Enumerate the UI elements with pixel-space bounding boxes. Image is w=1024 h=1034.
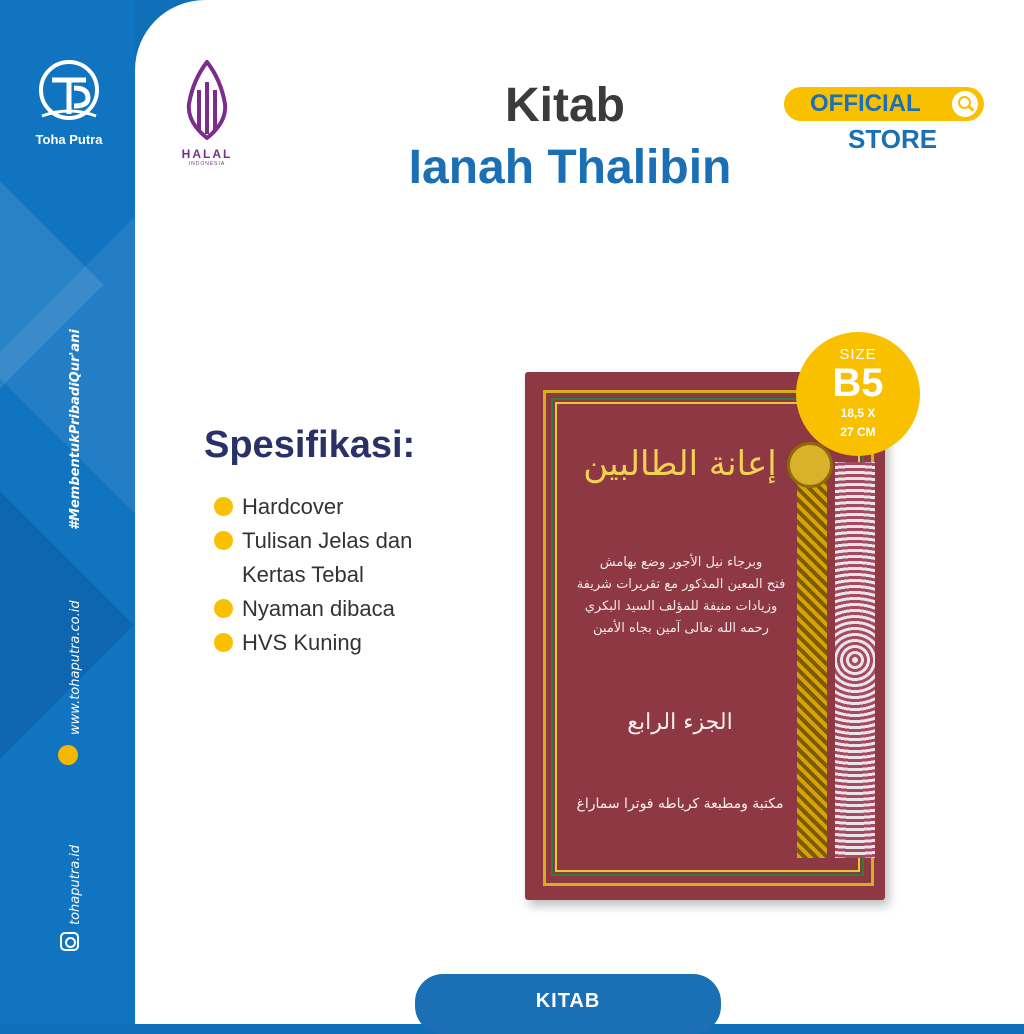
halal-sublabel: INDONESIA: [188, 161, 226, 167]
halal-logo: [172, 60, 242, 167]
tp-logo-icon: [34, 58, 104, 128]
list-item: [214, 524, 412, 592]
size-label: SIZE: [839, 346, 877, 363]
halal-label: HALAL: [181, 147, 233, 161]
halal-logo-icon: [179, 60, 235, 140]
hashtag-text: #MembentukPribadiQur'ani: [68, 329, 83, 530]
book-volume-arabic: الجزء الرابع: [627, 710, 733, 735]
website-link[interactable]: www.tohaputra.co.id: [68, 600, 83, 735]
book-cover-image: [525, 372, 885, 900]
bullet-icon: [214, 599, 233, 618]
size-dimension: 27 CM: [840, 425, 876, 439]
spec-list: [214, 490, 412, 660]
search-icon: [952, 91, 978, 117]
sidebar: [0, 0, 135, 1024]
spec-text: Kertas Tebal: [242, 562, 364, 587]
globe-icon: [58, 745, 78, 765]
arabic-line: فتح المعين المذكور مع تقريرات شريفة: [576, 577, 786, 592]
decor-diamond: [0, 477, 133, 774]
page-title-line2: Ianah Thalibin: [408, 141, 732, 194]
page-title-line1: Kitab: [505, 79, 625, 132]
store-label: STORE: [848, 124, 938, 154]
official-store-badge: [784, 87, 984, 121]
bullet-icon: [214, 497, 233, 516]
spec-text: Tulisan Jelas dan: [242, 528, 413, 553]
size-dimension: 18,5 X: [840, 406, 876, 420]
size-badge: [796, 332, 920, 456]
cover-ornament: [797, 458, 827, 858]
spec-text: Nyaman dibaca: [242, 596, 395, 621]
brand-logo: [24, 58, 114, 147]
cover-pattern: [835, 462, 875, 858]
book-publisher-arabic: مكتبة ومطبعة كرياطه فوترا سماراغ: [576, 796, 784, 812]
category-button[interactable]: [415, 974, 721, 1034]
size-value: B5: [832, 361, 884, 405]
list-item: [214, 490, 412, 524]
brand-name: Toha Putra: [35, 132, 103, 147]
list-item: [214, 626, 412, 660]
bullet-icon: [214, 531, 233, 550]
arabic-line: وبرجاء نيل الأجور وضع بهامش: [599, 555, 763, 570]
list-item: [214, 592, 412, 626]
spec-title: Spesifikasi:: [204, 424, 416, 466]
instagram-link[interactable]: tohaputra.id: [68, 844, 83, 925]
instagram-icon: [60, 932, 79, 951]
spec-text: HVS Kuning: [242, 630, 362, 655]
arabic-line: وزيادات منيفة للمؤلف السيد البكري: [584, 599, 778, 614]
bullet-icon: [214, 633, 233, 652]
category-label: KITAB: [535, 990, 601, 1012]
book-title-arabic: إعانة الطالبين: [583, 444, 777, 484]
book-description-arabic: [561, 552, 801, 640]
spec-text: Hardcover: [242, 494, 344, 519]
official-label: OFFICIAL: [810, 90, 921, 117]
arabic-line: رحمه الله تعالى آمين بجاه الأمين: [593, 621, 769, 636]
